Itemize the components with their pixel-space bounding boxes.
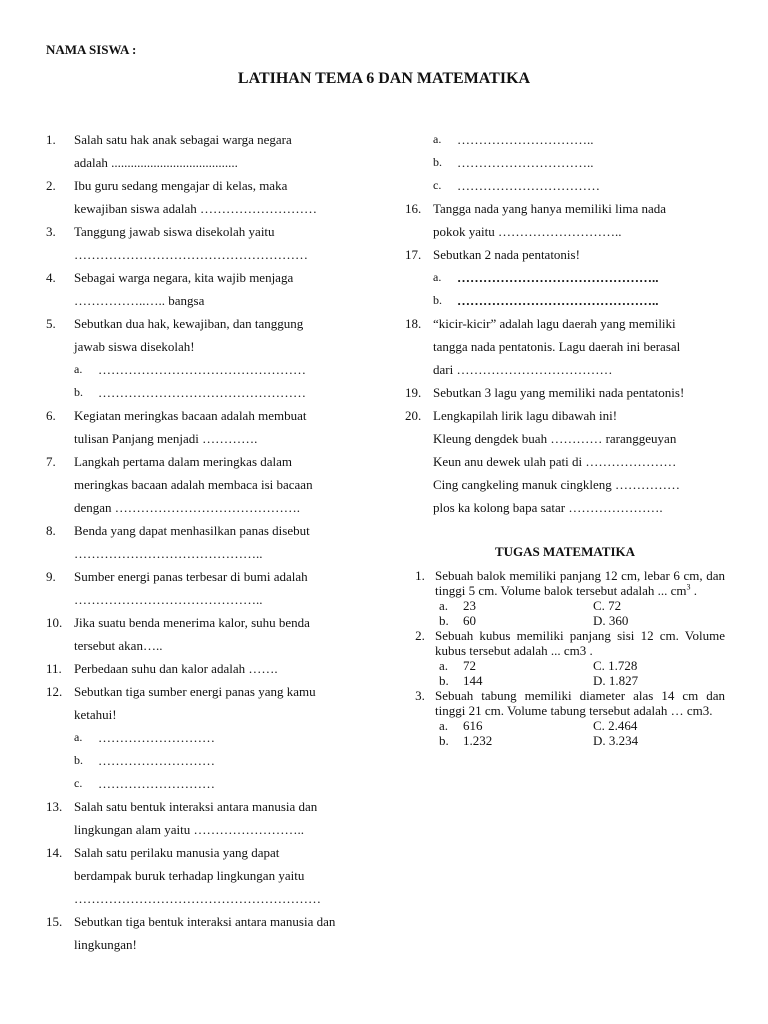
option-letter: b.	[439, 733, 449, 748]
question-number: 15.	[46, 914, 63, 929]
question-6-cont	[46, 427, 366, 450]
lyric-line	[405, 496, 725, 519]
question-text: Salah satu hak anak sebagai warga negara	[74, 132, 292, 147]
answer-option	[46, 726, 366, 749]
question-number: 20.	[405, 408, 422, 423]
lyric-text: Cing cangkeling manuk cingkleng ……………	[433, 477, 680, 492]
question-body: Sebuah balok memiliki panjang 12 cm, lebar 6 cm, dan tinggi 5 cm. Volume balok tersebut adalah ... cm	[435, 568, 725, 598]
answer-blank: …………………………………………	[98, 362, 306, 377]
answer-blank: ………………………	[98, 776, 215, 791]
question-5	[46, 312, 366, 335]
answer-blank: ………………………	[98, 730, 215, 745]
option-letter: b.	[433, 155, 442, 169]
question-number: 11.	[46, 661, 62, 676]
option-row	[405, 658, 725, 673]
option-letter: b.	[439, 613, 449, 628]
question-number: 1.	[46, 132, 56, 147]
answer-option	[405, 151, 725, 174]
question-text: Sebutkan 2 nada pentatonis!	[433, 247, 580, 262]
option-value: 144	[463, 673, 483, 688]
option-value: D. 3.234	[593, 733, 639, 748]
question-18	[405, 312, 725, 335]
question-14-cont	[46, 887, 366, 910]
question-text: Tanggung jawab siswa disekolah yaitu	[74, 224, 275, 239]
answer-blank: ………………………………………..	[457, 293, 659, 308]
question-text: Perbedaan suhu dan kalor adalah …….	[74, 661, 278, 676]
question-7-cont	[46, 496, 366, 519]
question-number: 7.	[46, 454, 56, 469]
option-value: 72	[463, 658, 476, 673]
option-letter: b.	[74, 753, 83, 767]
answer-blank: …………………………..	[457, 132, 594, 147]
question-text: adalah .......................................	[74, 155, 238, 170]
question-12-cont	[46, 703, 366, 726]
question-text: Sebuah tabung memiliki diameter alas 14 cm dan tinggi 21 cm. Volume tabung tersebut adalah … cm3.	[435, 688, 725, 718]
option-row	[405, 673, 725, 688]
question-2-cont	[46, 197, 366, 220]
superscript: 3	[686, 582, 691, 592]
question-number: 1.	[415, 568, 425, 583]
question-10-cont	[46, 634, 366, 657]
question-7	[46, 450, 366, 473]
question-3-cont	[46, 243, 366, 266]
page-title: LATIHAN TEMA 6 DAN MATEMATIKA	[237, 70, 531, 87]
question-1	[46, 128, 366, 151]
question-16	[405, 197, 725, 220]
answer-option	[46, 749, 366, 772]
option-row	[405, 613, 725, 628]
question-text: Kegiatan meringkas bacaan adalah membuat	[74, 408, 307, 423]
question-text	[435, 568, 725, 598]
option-value: D. 360	[593, 613, 629, 628]
question-text: Sebutkan tiga bentuk interaksi antara manusia dan	[74, 914, 336, 929]
math-section-title: TUGAS MATEMATIKA	[495, 544, 635, 559]
question-13-cont	[46, 818, 366, 841]
option-value: 616	[463, 718, 483, 733]
question-number: 19.	[405, 385, 422, 400]
question-text: Sebuah kubus memiliki panjang sisi 12 cm. Volume kubus tersebut adalah ... cm3 .	[435, 628, 725, 658]
option-letter: b.	[74, 385, 83, 399]
question-10	[46, 611, 366, 634]
answer-blank: ………………………………………………	[74, 247, 308, 262]
answer-blank: …………………………..	[457, 155, 594, 170]
question-text: kewajiban siswa adalah ………………………	[74, 201, 317, 216]
option-letter: a.	[439, 658, 449, 673]
question-text: dengan …………………………………….	[74, 500, 301, 515]
question-8	[46, 519, 366, 542]
question-3	[46, 220, 366, 243]
option-value: C. 72	[593, 598, 622, 613]
question-text: tersebut akan…..	[74, 638, 163, 653]
question-6	[46, 404, 366, 427]
answer-option	[46, 381, 366, 404]
answer-blank: …………………………………………	[98, 385, 306, 400]
math-question-1	[405, 568, 725, 628]
answer-blank: ………………………	[98, 753, 215, 768]
question-text: dari ………………………………	[433, 362, 613, 377]
student-name-label: NAMA SISWA :	[46, 42, 137, 57]
option-value: 23	[463, 598, 476, 613]
question-text: lingkungan!	[74, 937, 137, 952]
option-row	[405, 733, 725, 748]
option-letter: a.	[74, 362, 83, 376]
question-text: Sebutkan tiga sumber energi panas yang kamu	[74, 684, 316, 699]
question-number: 10.	[46, 615, 63, 630]
question-18-cont	[405, 358, 725, 381]
question-number: 17.	[405, 247, 422, 262]
question-text: Sumber energi panas terbesar di bumi adalah	[74, 569, 308, 584]
question-text: Sebagai warga negara, kita wajib menjaga	[74, 270, 294, 285]
question-14-cont	[46, 864, 366, 887]
answer-option	[405, 128, 725, 151]
question-20	[405, 404, 725, 427]
question-number: 2.	[46, 178, 56, 193]
option-value: C. 2.464	[593, 718, 638, 733]
lyric-text: Kleung dengdek buah ………… raranggeuyan	[433, 431, 677, 446]
question-text: “kicir-kicir” adalah lagu daerah yang memiliki	[433, 316, 676, 331]
option-value: C. 1.728	[593, 658, 638, 673]
math-question-2	[405, 628, 725, 688]
option-letter: b.	[433, 293, 442, 307]
option-value: 1.232	[463, 733, 493, 748]
math-question-3	[405, 688, 725, 748]
answer-blank: ………………………………………..	[457, 270, 659, 285]
question-text: Jika suatu benda menerima kalor, suhu benda	[74, 615, 310, 630]
question-text: meringkas bacaan adalah membaca isi bacaan	[74, 477, 313, 492]
question-19	[405, 381, 725, 404]
lyric-line	[405, 473, 725, 496]
option-letter: c.	[433, 178, 442, 192]
option-row	[405, 598, 725, 613]
question-text: Sebutkan 3 lagu yang memiliki nada pentatonis!	[433, 385, 685, 400]
question-text: Tangga nada yang hanya memiliki lima nada	[433, 201, 667, 216]
question-text: Salah satu perilaku manusia yang dapat	[74, 845, 280, 860]
question-text: lingkungan alam yaitu ……………………..	[74, 822, 305, 837]
question-4-cont	[46, 289, 366, 312]
question-11	[46, 657, 366, 680]
question-1-cont	[46, 151, 366, 174]
question-text: Benda yang dapat menhasilkan panas disebut	[74, 523, 310, 538]
answer-blank: …………………………………………………	[74, 891, 321, 906]
question-number: 13.	[46, 799, 63, 814]
answer-blank: ……………………………	[457, 178, 600, 193]
question-number: 16.	[405, 201, 422, 216]
question-text: pokok yaitu ………………………..	[433, 224, 622, 239]
question-text: Langkah pertama dalam meringkas dalam	[74, 454, 293, 469]
question-2	[46, 174, 366, 197]
left-column	[46, 128, 366, 956]
lyric-text: plos ka kolong bapa satar ………………….	[433, 500, 663, 515]
option-letter: a.	[439, 718, 449, 733]
question-number: 12.	[46, 684, 63, 699]
question-9	[46, 565, 366, 588]
question-text: ……………..….. bangsa	[74, 293, 205, 308]
question-text: tulisan Panjang menjadi ………….	[74, 431, 258, 446]
question-14	[46, 841, 366, 864]
option-letter: a.	[74, 730, 83, 744]
option-value: D. 1.827	[593, 673, 639, 688]
option-value: 60	[463, 613, 476, 628]
question-number: 18.	[405, 316, 422, 331]
option-row	[405, 718, 725, 733]
question-12	[46, 680, 366, 703]
question-number: 3.	[46, 224, 56, 239]
question-end: .	[690, 583, 698, 598]
answer-option	[46, 772, 366, 795]
question-text: ketahui!	[74, 707, 117, 722]
option-letter: a.	[433, 132, 442, 146]
question-13	[46, 795, 366, 818]
option-letter: a.	[433, 270, 442, 284]
question-text: Lengkapilah lirik lagu dibawah ini!	[433, 408, 618, 423]
question-number: 2.	[415, 628, 425, 643]
answer-blank: ……………………………………..	[74, 592, 263, 607]
question-9-cont	[46, 588, 366, 611]
answer-option	[405, 266, 725, 289]
question-5-cont	[46, 335, 366, 358]
question-number: 3.	[415, 688, 425, 703]
question-text: Sebutkan dua hak, kewajiban, dan tanggung	[74, 316, 304, 331]
question-number: 4.	[46, 270, 56, 285]
lyric-line	[405, 450, 725, 473]
option-letter: b.	[439, 673, 449, 688]
answer-blank: ……………………………………..	[74, 546, 263, 561]
question-text: Ibu guru sedang mengajar di kelas, maka	[74, 178, 288, 193]
lyric-line	[405, 427, 725, 450]
question-7-cont	[46, 473, 366, 496]
math-section	[405, 568, 725, 748]
question-4	[46, 266, 366, 289]
question-17	[405, 243, 725, 266]
question-number: 6.	[46, 408, 56, 423]
answer-option	[405, 289, 725, 312]
question-text: jawab siswa disekolah!	[74, 339, 195, 354]
option-letter: a.	[439, 598, 449, 613]
right-column	[405, 128, 725, 519]
question-text: Salah satu bentuk interaksi antara manusia dan	[74, 799, 318, 814]
question-text: tangga nada pentatonis. Lagu daerah ini berasal	[433, 339, 681, 354]
question-text: berdampak buruk terhadap lingkungan yaitu	[74, 868, 305, 883]
question-15	[46, 910, 366, 933]
answer-option	[46, 358, 366, 381]
question-18-cont	[405, 335, 725, 358]
option-letter: c.	[74, 776, 83, 790]
lyric-text: Keun anu dewek ulah pati di …………………	[433, 454, 677, 469]
answer-option	[405, 174, 725, 197]
question-16-cont	[405, 220, 725, 243]
question-number: 9.	[46, 569, 56, 584]
question-number: 5.	[46, 316, 56, 331]
question-8-cont	[46, 542, 366, 565]
question-number: 8.	[46, 523, 56, 538]
question-number: 14.	[46, 845, 63, 860]
question-15-cont	[46, 933, 366, 956]
